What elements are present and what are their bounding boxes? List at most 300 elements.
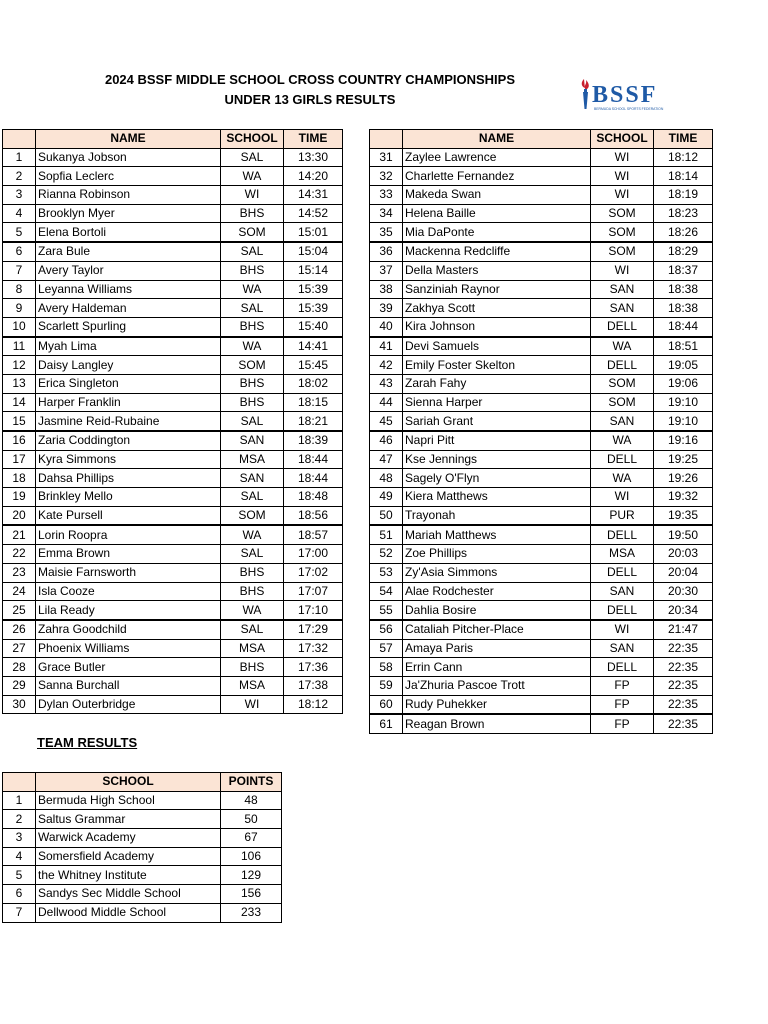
runner-name-cell: Emma Brown: [36, 545, 221, 564]
runner-name-cell: Dahsa Phillips: [36, 469, 221, 488]
school-cell: BHS: [221, 317, 284, 336]
position-cell: 42: [370, 356, 403, 375]
table-row: [370, 469, 713, 488]
team-school-cell: Bermuda High School: [36, 791, 221, 810]
position-cell: 59: [370, 676, 403, 695]
runner-name-cell: Dahlia Bosire: [403, 601, 591, 620]
time-cell: 14:20: [284, 167, 343, 186]
time-cell: 19:32: [654, 488, 713, 507]
table-row: [3, 506, 343, 525]
table-row: [3, 658, 343, 677]
school-cell: WI: [591, 488, 654, 507]
school-cell: SOM: [221, 356, 284, 375]
time-cell: 21:47: [654, 620, 713, 639]
position-cell: 39: [370, 299, 403, 318]
position-cell: 27: [3, 639, 36, 658]
table-row: [3, 676, 343, 695]
time-cell: 19:06: [654, 374, 713, 393]
runner-name-cell: Kyra Simmons: [36, 450, 221, 469]
school-cell: WA: [591, 469, 654, 488]
runner-name-cell: Sienna Harper: [403, 393, 591, 412]
time-cell: 18:02: [284, 374, 343, 393]
table-row: [370, 242, 713, 261]
rank-cell: 3: [3, 829, 36, 848]
time-cell: 20:04: [654, 563, 713, 582]
table-row: [370, 676, 713, 695]
school-header: SCHOOL: [221, 130, 284, 149]
time-cell: 18:14: [654, 167, 713, 186]
table-row: [370, 299, 713, 318]
time-cell: 22:35: [654, 639, 713, 658]
time-cell: 22:35: [654, 658, 713, 677]
position-cell: 33: [370, 186, 403, 205]
school-cell: SAN: [591, 299, 654, 318]
school-cell: WA: [221, 601, 284, 620]
table-row: [3, 695, 343, 714]
table-row: [3, 450, 343, 469]
runner-name-cell: Kate Pursell: [36, 506, 221, 525]
table-row: [370, 317, 713, 336]
runner-name-cell: Mariah Matthews: [403, 525, 591, 544]
time-cell: 19:16: [654, 431, 713, 450]
time-cell: 20:03: [654, 545, 713, 564]
table-row: [3, 639, 343, 658]
runner-name-cell: Leyanna Williams: [36, 280, 221, 299]
runner-name-cell: Zoe Phillips: [403, 545, 591, 564]
runner-name-cell: Scarlett Spurling: [36, 317, 221, 336]
time-cell: 19:25: [654, 450, 713, 469]
time-cell: 18:12: [654, 148, 713, 167]
school-cell: BHS: [221, 374, 284, 393]
school-cell: SOM: [221, 223, 284, 242]
position-header: [3, 130, 36, 149]
runner-name-cell: Makeda Swan: [403, 186, 591, 205]
time-cell: 18:44: [654, 317, 713, 336]
position-cell: 5: [3, 223, 36, 242]
table-row: [3, 469, 343, 488]
school-cell: SOM: [591, 204, 654, 223]
position-cell: 15: [3, 412, 36, 431]
position-cell: 6: [3, 242, 36, 261]
school-cell: SAN: [591, 582, 654, 601]
position-cell: 24: [3, 582, 36, 601]
school-cell: WI: [591, 186, 654, 205]
team-school-header: SCHOOL: [36, 773, 221, 792]
time-cell: 18:21: [284, 412, 343, 431]
table-row: [370, 506, 713, 525]
results-header-row: [3, 130, 343, 149]
table-row: [370, 658, 713, 677]
table-row: [3, 317, 343, 336]
table-row: [370, 488, 713, 507]
time-cell: 22:35: [654, 714, 713, 733]
position-cell: 45: [370, 412, 403, 431]
table-row: [370, 601, 713, 620]
school-cell: FP: [591, 714, 654, 733]
time-cell: 15:40: [284, 317, 343, 336]
time-cell: 20:30: [654, 582, 713, 601]
time-cell: 18:26: [654, 223, 713, 242]
school-cell: SAL: [221, 545, 284, 564]
table-row: [3, 337, 343, 356]
rank-cell: 2: [3, 810, 36, 829]
table-row: [3, 620, 343, 639]
points-cell: 67: [221, 829, 282, 848]
runner-name-cell: Elena Bortoli: [36, 223, 221, 242]
runner-name-cell: Emily Foster Skelton: [403, 356, 591, 375]
position-cell: 61: [370, 714, 403, 733]
points-cell: 48: [221, 791, 282, 810]
school-cell: SOM: [591, 223, 654, 242]
runner-name-cell: Sagely O'Flyn: [403, 469, 591, 488]
runner-name-cell: Isla Cooze: [36, 582, 221, 601]
runner-name-cell: Helena Baille: [403, 204, 591, 223]
position-cell: 10: [3, 317, 36, 336]
time-cell: 19:35: [654, 506, 713, 525]
school-cell: MSA: [221, 450, 284, 469]
time-cell: 19:50: [654, 525, 713, 544]
runner-name-cell: Kira Johnson: [403, 317, 591, 336]
time-cell: 18:44: [284, 469, 343, 488]
table-row: [370, 148, 713, 167]
team-row: [3, 885, 282, 904]
school-cell: WI: [221, 695, 284, 714]
runner-name-cell: Dylan Outerbridge: [36, 695, 221, 714]
school-cell: DELL: [591, 601, 654, 620]
position-cell: 25: [3, 601, 36, 620]
runner-name-cell: Zahra Goodchild: [36, 620, 221, 639]
time-cell: 20:34: [654, 601, 713, 620]
school-cell: SAL: [221, 488, 284, 507]
position-cell: 50: [370, 506, 403, 525]
school-cell: SOM: [591, 374, 654, 393]
position-cell: 7: [3, 261, 36, 280]
position-cell: 37: [370, 261, 403, 280]
table-row: [3, 545, 343, 564]
rank-cell: 4: [3, 847, 36, 866]
table-row: [3, 563, 343, 582]
position-cell: 12: [3, 356, 36, 375]
runner-name-cell: Zara Bule: [36, 242, 221, 261]
school-cell: SAN: [591, 639, 654, 658]
position-cell: 2: [3, 167, 36, 186]
points-cell: 156: [221, 885, 282, 904]
position-cell: 18: [3, 469, 36, 488]
runner-name-cell: Zakhya Scott: [403, 299, 591, 318]
school-cell: WI: [591, 148, 654, 167]
runner-name-cell: Jasmine Reid-Rubaine: [36, 412, 221, 431]
school-cell: WA: [221, 280, 284, 299]
team-results-heading: TEAM RESULTS: [37, 735, 138, 750]
table-row: [370, 280, 713, 299]
position-cell: 16: [3, 431, 36, 450]
points-header: POINTS: [221, 773, 282, 792]
position-cell: 35: [370, 223, 403, 242]
table-row: [3, 356, 343, 375]
time-cell: 14:31: [284, 186, 343, 205]
school-cell: SAL: [221, 620, 284, 639]
runner-name-cell: Zarah Fahy: [403, 374, 591, 393]
runner-name-cell: Alae Rodchester: [403, 582, 591, 601]
team-results-table: [2, 772, 282, 923]
school-cell: MSA: [221, 676, 284, 695]
team-school-cell: the Whitney Institute: [36, 866, 221, 885]
time-cell: 17:38: [284, 676, 343, 695]
time-cell: 17:36: [284, 658, 343, 677]
runner-name-cell: Rudy Puhekker: [403, 695, 591, 714]
team-school-cell: Saltus Grammar: [36, 810, 221, 829]
time-cell: 19:26: [654, 469, 713, 488]
school-cell: DELL: [591, 525, 654, 544]
position-cell: 34: [370, 204, 403, 223]
table-row: [3, 280, 343, 299]
table-row: [370, 545, 713, 564]
runner-name-cell: Devi Samuels: [403, 337, 591, 356]
time-cell: 17:02: [284, 563, 343, 582]
table-row: [370, 620, 713, 639]
runner-name-cell: Myah Lima: [36, 337, 221, 356]
time-cell: 13:30: [284, 148, 343, 167]
time-cell: 17:10: [284, 601, 343, 620]
position-cell: 55: [370, 601, 403, 620]
table-row: [370, 356, 713, 375]
position-cell: 9: [3, 299, 36, 318]
runner-name-cell: Daisy Langley: [36, 356, 221, 375]
school-cell: BHS: [221, 563, 284, 582]
school-cell: SAN: [221, 469, 284, 488]
runner-name-cell: Napri Pitt: [403, 431, 591, 450]
school-header: SCHOOL: [591, 130, 654, 149]
position-cell: 14: [3, 393, 36, 412]
position-cell: 44: [370, 393, 403, 412]
school-cell: FP: [591, 676, 654, 695]
time-cell: 14:52: [284, 204, 343, 223]
rank-cell: 5: [3, 866, 36, 885]
position-cell: 38: [370, 280, 403, 299]
school-cell: SAN: [591, 280, 654, 299]
table-row: [370, 186, 713, 205]
time-cell: 15:45: [284, 356, 343, 375]
school-cell: WA: [221, 525, 284, 544]
school-cell: SAL: [221, 242, 284, 261]
torch-icon: [582, 79, 589, 109]
rank-header: [3, 773, 36, 792]
school-cell: SOM: [221, 506, 284, 525]
school-cell: FP: [591, 695, 654, 714]
position-cell: 26: [3, 620, 36, 639]
position-cell: 57: [370, 639, 403, 658]
time-cell: 15:14: [284, 261, 343, 280]
position-cell: 51: [370, 525, 403, 544]
school-cell: SOM: [591, 242, 654, 261]
school-cell: DELL: [591, 317, 654, 336]
team-row: [3, 847, 282, 866]
bssf-logo: [574, 75, 694, 115]
results-table-right: [369, 129, 713, 734]
table-row: [3, 582, 343, 601]
position-cell: 46: [370, 431, 403, 450]
school-cell: BHS: [221, 582, 284, 601]
school-cell: PUR: [591, 506, 654, 525]
table-row: [3, 223, 343, 242]
school-cell: MSA: [221, 639, 284, 658]
runner-name-cell: Lorin Roopra: [36, 525, 221, 544]
runner-name-cell: Trayonah: [403, 506, 591, 525]
school-cell: DELL: [591, 356, 654, 375]
name-header: NAME: [403, 130, 591, 149]
position-cell: 22: [3, 545, 36, 564]
position-cell: 48: [370, 469, 403, 488]
table-row: [3, 601, 343, 620]
time-cell: 17:07: [284, 582, 343, 601]
position-cell: 20: [3, 506, 36, 525]
table-row: [3, 186, 343, 205]
runner-name-cell: Harper Franklin: [36, 393, 221, 412]
position-cell: 31: [370, 148, 403, 167]
time-cell: 18:44: [284, 450, 343, 469]
table-row: [370, 412, 713, 431]
position-cell: 17: [3, 450, 36, 469]
time-cell: 18:38: [654, 280, 713, 299]
school-cell: SAL: [221, 148, 284, 167]
position-header: [370, 130, 403, 149]
school-cell: SAL: [221, 299, 284, 318]
school-cell: BHS: [221, 658, 284, 677]
position-cell: 13: [3, 374, 36, 393]
logo-text: BSSF: [592, 82, 658, 108]
rank-cell: 1: [3, 791, 36, 810]
position-cell: 53: [370, 563, 403, 582]
runner-name-cell: Amaya Paris: [403, 639, 591, 658]
time-cell: 15:39: [284, 299, 343, 318]
team-row: [3, 866, 282, 885]
school-cell: WI: [591, 620, 654, 639]
time-cell: 18:12: [284, 695, 343, 714]
time-cell: 15:01: [284, 223, 343, 242]
logo-subtext: BERMUDA SCHOOL SPORTS FEDERATION: [594, 107, 664, 111]
team-school-cell: Sandys Sec Middle School: [36, 885, 221, 904]
time-header: TIME: [654, 130, 713, 149]
position-cell: 11: [3, 337, 36, 356]
rank-cell: 6: [3, 885, 36, 904]
runner-name-cell: Sopfia Leclerc: [36, 167, 221, 186]
table-row: [370, 337, 713, 356]
position-cell: 43: [370, 374, 403, 393]
runner-name-cell: Erica Singleton: [36, 374, 221, 393]
table-row: [370, 261, 713, 280]
table-row: [3, 488, 343, 507]
runner-name-cell: Charlette Fernandez: [403, 167, 591, 186]
time-cell: 18:23: [654, 204, 713, 223]
table-row: [3, 393, 343, 412]
school-cell: SAN: [591, 412, 654, 431]
school-cell: DELL: [591, 658, 654, 677]
position-cell: 19: [3, 488, 36, 507]
table-row: [3, 242, 343, 261]
position-cell: 8: [3, 280, 36, 299]
results-header-row: [370, 130, 713, 149]
team-row: [3, 810, 282, 829]
school-cell: MSA: [591, 545, 654, 564]
position-cell: 28: [3, 658, 36, 677]
table-row: [370, 393, 713, 412]
runner-name-cell: Errin Cann: [403, 658, 591, 677]
runner-name-cell: Brooklyn Myer: [36, 204, 221, 223]
time-cell: 18:29: [654, 242, 713, 261]
time-cell: 19:10: [654, 412, 713, 431]
runner-name-cell: Brinkley Mello: [36, 488, 221, 507]
time-cell: 18:51: [654, 337, 713, 356]
school-cell: WA: [591, 431, 654, 450]
runner-name-cell: Della Masters: [403, 261, 591, 280]
time-cell: 18:15: [284, 393, 343, 412]
rank-cell: 7: [3, 903, 36, 922]
position-cell: 47: [370, 450, 403, 469]
time-cell: 22:35: [654, 676, 713, 695]
runner-name-cell: Mackenna Redcliffe: [403, 242, 591, 261]
time-cell: 15:04: [284, 242, 343, 261]
team-row: [3, 903, 282, 922]
school-cell: BHS: [221, 393, 284, 412]
time-cell: 15:39: [284, 280, 343, 299]
position-cell: 56: [370, 620, 403, 639]
table-row: [370, 639, 713, 658]
position-cell: 3: [3, 186, 36, 205]
table-row: [3, 412, 343, 431]
page-title-line-1: 2024 BSSF MIDDLE SCHOOL CROSS COUNTRY CHAMPIONSHIPS: [104, 72, 516, 87]
runner-name-cell: Sukanya Jobson: [36, 148, 221, 167]
school-cell: WA: [591, 337, 654, 356]
points-cell: 233: [221, 903, 282, 922]
table-row: [370, 431, 713, 450]
points-cell: 50: [221, 810, 282, 829]
table-row: [370, 582, 713, 601]
position-cell: 4: [3, 204, 36, 223]
time-cell: 19:10: [654, 393, 713, 412]
position-cell: 41: [370, 337, 403, 356]
runner-name-cell: Kiera Matthews: [403, 488, 591, 507]
time-cell: 19:05: [654, 356, 713, 375]
results-table-left: [2, 129, 343, 714]
team-row: [3, 791, 282, 810]
table-row: [3, 431, 343, 450]
runner-name-cell: Maisie Farnsworth: [36, 563, 221, 582]
school-cell: WI: [221, 186, 284, 205]
time-cell: 18:48: [284, 488, 343, 507]
time-cell: 18:57: [284, 525, 343, 544]
school-cell: WI: [591, 261, 654, 280]
runner-name-cell: Avery Haldeman: [36, 299, 221, 318]
position-cell: 49: [370, 488, 403, 507]
position-cell: 36: [370, 242, 403, 261]
school-cell: WA: [221, 167, 284, 186]
school-cell: BHS: [221, 261, 284, 280]
team-header-row: [3, 773, 282, 792]
position-cell: 21: [3, 525, 36, 544]
position-cell: 1: [3, 148, 36, 167]
runner-name-cell: Lila Ready: [36, 601, 221, 620]
time-cell: 18:19: [654, 186, 713, 205]
table-row: [3, 167, 343, 186]
school-cell: SOM: [591, 393, 654, 412]
position-cell: 58: [370, 658, 403, 677]
runner-name-cell: Grace Butler: [36, 658, 221, 677]
time-cell: 18:39: [284, 431, 343, 450]
runner-name-cell: Reagan Brown: [403, 714, 591, 733]
team-school-cell: Dellwood Middle School: [36, 903, 221, 922]
position-cell: 23: [3, 563, 36, 582]
school-cell: WI: [591, 167, 654, 186]
